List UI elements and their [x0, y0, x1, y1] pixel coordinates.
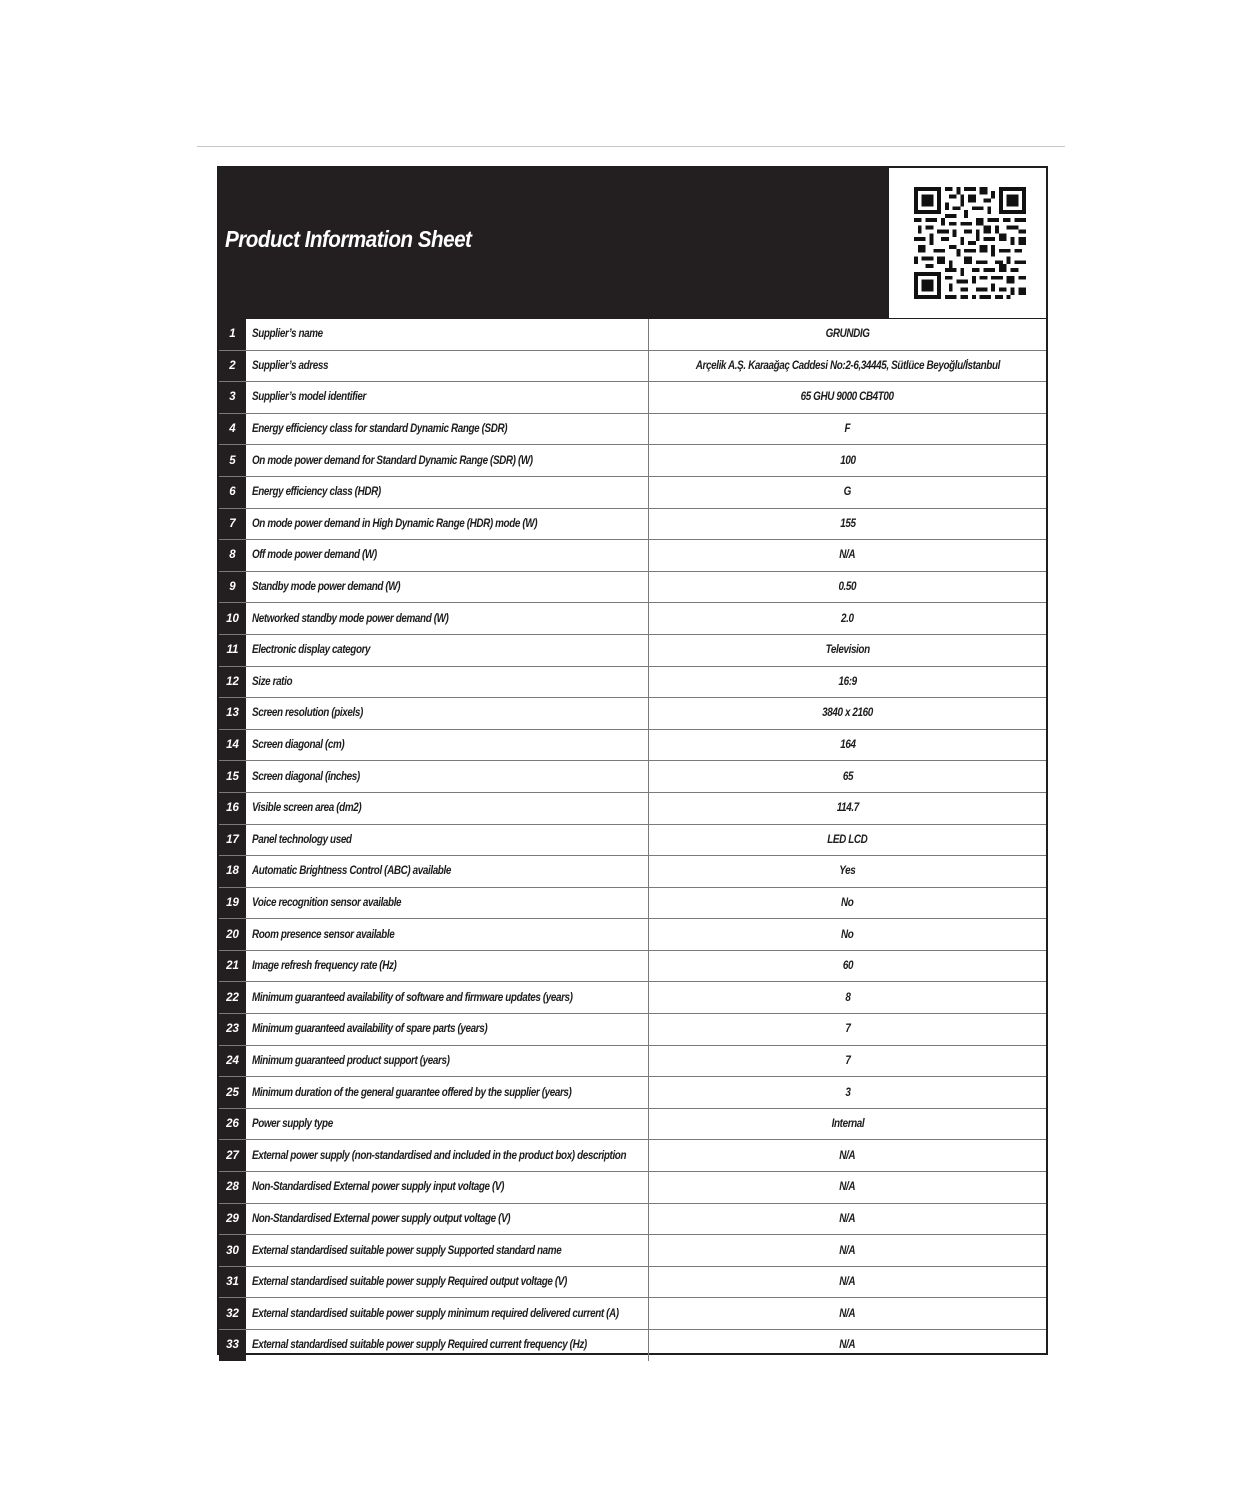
- row-value: 2.0: [841, 612, 854, 625]
- row-value-cell: [649, 445, 1046, 476]
- row-label: On mode power demand in High Dynamic Range (HDR) mode (W): [252, 517, 538, 530]
- row-value: 7: [844, 1023, 851, 1036]
- row-value: 114.7: [836, 802, 859, 815]
- row-value: G: [843, 486, 852, 499]
- row-value: N/A: [839, 1244, 856, 1257]
- row-value: LED LCD: [827, 833, 868, 846]
- row-label-cell: [252, 1172, 647, 1203]
- row-label: Minimum guaranteed availability of spare parts (years): [252, 1023, 488, 1036]
- row-label: Supplier’s model identifier: [252, 391, 366, 404]
- row-label-cell: [252, 1330, 647, 1361]
- table-row: [219, 697, 1046, 729]
- row-label: Minimum guaranteed availability of software and firmware updates (years): [252, 991, 573, 1004]
- row-value-cell: [649, 698, 1046, 729]
- table-row: [219, 1234, 1046, 1266]
- table-row: [219, 1108, 1046, 1140]
- info-table: [219, 318, 1046, 1361]
- row-value-cell: [649, 1298, 1046, 1329]
- row-value-cell: [649, 1235, 1046, 1266]
- row-number: 2: [219, 351, 246, 382]
- row-label-cell: [252, 1298, 647, 1329]
- row-number: 16: [219, 793, 246, 824]
- row-label-cell: [252, 477, 647, 508]
- row-number: 30: [219, 1235, 246, 1266]
- sheet-title: Product Information Sheet: [225, 226, 472, 252]
- row-label-cell: [252, 825, 647, 856]
- sheet-header: [219, 168, 1046, 318]
- row-label-cell: [252, 603, 647, 634]
- row-number: 23: [219, 1014, 246, 1045]
- row-label-cell: [252, 351, 647, 382]
- row-number: 7: [219, 509, 246, 540]
- table-row: [219, 729, 1046, 761]
- table-row: [219, 666, 1046, 698]
- row-number: 24: [219, 1046, 246, 1077]
- row-value-cell: [649, 793, 1046, 824]
- table-row: [219, 318, 1046, 350]
- row-value: Yes: [839, 865, 856, 878]
- row-label: Minimum guaranteed product support (years): [252, 1054, 450, 1067]
- row-label-cell: [252, 1109, 647, 1140]
- row-value: Internal: [831, 1118, 864, 1131]
- row-value-cell: [649, 603, 1046, 634]
- row-label-cell: [252, 951, 647, 982]
- row-label-cell: [252, 667, 647, 698]
- table-row: [219, 539, 1046, 571]
- table-row: [219, 413, 1046, 445]
- row-label-cell: [252, 1077, 647, 1108]
- row-number: 3: [219, 382, 246, 413]
- row-value: N/A: [839, 1181, 856, 1194]
- row-label-cell: [252, 1014, 647, 1045]
- row-label-cell: [252, 761, 647, 792]
- row-label: Room presence sensor available: [252, 928, 395, 941]
- table-row: [219, 1297, 1046, 1329]
- row-value-cell: [649, 919, 1046, 950]
- row-value-cell: [649, 1014, 1046, 1045]
- product-information-sheet: [217, 166, 1048, 1355]
- row-value: N/A: [839, 1339, 856, 1352]
- row-label-cell: [252, 1235, 647, 1266]
- row-value: N/A: [839, 549, 856, 562]
- row-value-cell: [649, 635, 1046, 666]
- row-label: Energy efficiency class (HDR): [252, 486, 381, 499]
- table-row: [219, 792, 1046, 824]
- row-label: External power supply (non-standardised and included in the product box) description: [252, 1149, 627, 1162]
- row-number: 27: [219, 1140, 246, 1171]
- qr-code-icon: [913, 187, 1027, 299]
- table-row: [219, 1139, 1046, 1171]
- row-label-cell: [252, 1140, 647, 1171]
- row-label: Automatic Brightness Control (ABC) available: [252, 865, 451, 878]
- row-label: External standardised suitable power supply Required output voltage (V): [252, 1276, 567, 1289]
- row-value-cell: [649, 1267, 1046, 1298]
- row-label: On mode power demand for Standard Dynamic Range (SDR) (W): [252, 454, 533, 467]
- row-label: Standby mode power demand (W): [252, 581, 401, 594]
- table-row: [219, 981, 1046, 1013]
- row-label-cell: [252, 509, 647, 540]
- row-number: 32: [219, 1298, 246, 1329]
- row-value-cell: [649, 825, 1046, 856]
- row-label-cell: [252, 919, 647, 950]
- row-number: 17: [219, 825, 246, 856]
- table-row: [219, 1203, 1046, 1235]
- row-value-cell: [649, 1172, 1046, 1203]
- row-label: Supplier’s name: [252, 328, 323, 341]
- row-number: 8: [219, 540, 246, 571]
- row-value: 65: [842, 770, 853, 783]
- table-row: [219, 1045, 1046, 1077]
- row-value: 164: [839, 739, 856, 752]
- table-row: [219, 602, 1046, 634]
- row-number: 19: [219, 888, 246, 919]
- row-value-cell: [649, 319, 1046, 350]
- row-label: Screen diagonal (cm): [252, 739, 345, 752]
- row-label-cell: [252, 730, 647, 761]
- row-value: No: [841, 928, 854, 941]
- row-number: 10: [219, 603, 246, 634]
- row-label-cell: [252, 793, 647, 824]
- row-value: GRUNDIG: [825, 328, 870, 341]
- row-value: N/A: [839, 1149, 856, 1162]
- table-row: [219, 1329, 1046, 1361]
- table-row: [219, 1076, 1046, 1108]
- table-row: [219, 824, 1046, 856]
- row-value: 0.50: [838, 581, 857, 594]
- row-label: Visible screen area (dm2): [252, 802, 362, 815]
- row-value: N/A: [839, 1276, 856, 1289]
- row-value-cell: [649, 1140, 1046, 1171]
- row-value-cell: [649, 414, 1046, 445]
- row-value-cell: [649, 888, 1046, 919]
- row-label-cell: [252, 698, 647, 729]
- row-value: 3: [844, 1086, 851, 1099]
- table-row: [219, 476, 1046, 508]
- row-value: 7: [844, 1054, 851, 1067]
- row-value: 60: [842, 960, 853, 973]
- row-number: 13: [219, 698, 246, 729]
- row-value: 3840 x 2160: [822, 707, 873, 720]
- row-number: 4: [219, 414, 246, 445]
- row-value-cell: [649, 1046, 1046, 1077]
- row-number: 14: [219, 730, 246, 761]
- row-value-cell: [649, 982, 1046, 1013]
- row-label-cell: [252, 982, 647, 1013]
- row-label: External standardised suitable power supply Required current frequency (Hz): [252, 1339, 587, 1352]
- row-label: Minimum duration of the general guarantee offered by the supplier (years): [252, 1086, 572, 1099]
- row-number: 31: [219, 1267, 246, 1298]
- row-value-cell: [649, 1330, 1046, 1361]
- row-label-cell: [252, 856, 647, 887]
- row-value: Arçelik A.Ş. Karaağaç Caddesi No:2-6,34445, Sütlüce Beyoğlu/İstanbul: [695, 359, 1000, 372]
- row-label: Voice recognition sensor available: [252, 896, 402, 909]
- table-row: [219, 1266, 1046, 1298]
- row-value: 8: [844, 991, 851, 1004]
- top-rule: [197, 146, 1065, 147]
- table-row: [219, 444, 1046, 476]
- row-value: N/A: [839, 1212, 856, 1225]
- table-row: [219, 508, 1046, 540]
- row-value-cell: [649, 730, 1046, 761]
- row-number: 28: [219, 1172, 246, 1203]
- table-row: [219, 634, 1046, 666]
- row-label-cell: [252, 1267, 647, 1298]
- row-value-cell: [649, 509, 1046, 540]
- row-number: 18: [219, 856, 246, 887]
- row-number: 21: [219, 951, 246, 982]
- row-label: Panel technology used: [252, 833, 352, 846]
- row-label-cell: [252, 540, 647, 571]
- row-number: 5: [219, 445, 246, 476]
- row-number: 22: [219, 982, 246, 1013]
- row-label: External standardised suitable power supply minimum required delivered current (A): [252, 1307, 619, 1320]
- row-label-cell: [252, 445, 647, 476]
- row-value: 65 GHU 9000 CB4T00: [800, 391, 895, 404]
- row-number: 11: [219, 635, 246, 666]
- row-number: 6: [219, 477, 246, 508]
- row-value: No: [841, 896, 854, 909]
- row-number: 12: [219, 667, 246, 698]
- row-label: Power supply type: [252, 1118, 333, 1131]
- row-label: Off mode power demand (W): [252, 549, 377, 562]
- row-value: F: [844, 423, 851, 436]
- row-number: 9: [219, 572, 246, 603]
- row-label-cell: [252, 382, 647, 413]
- row-value: 155: [839, 517, 856, 530]
- row-label-cell: [252, 414, 647, 445]
- table-row: [219, 381, 1046, 413]
- row-label: External standardised suitable power supply Supported standard name: [252, 1244, 562, 1257]
- row-value-cell: [649, 351, 1046, 382]
- row-value-cell: [649, 761, 1046, 792]
- row-label: Non-Standardised External power supply output voltage (V): [252, 1212, 511, 1225]
- table-row: [219, 1171, 1046, 1203]
- row-label-cell: [252, 888, 647, 919]
- qr-code-box: [887, 168, 1046, 318]
- table-row: [219, 855, 1046, 887]
- row-value-cell: [649, 1109, 1046, 1140]
- row-number: 1: [219, 319, 246, 350]
- row-label: Energy efficiency class for standard Dynamic Range (SDR): [252, 423, 508, 436]
- table-row: [219, 887, 1046, 919]
- table-row: [219, 350, 1046, 382]
- row-label: Networked standby mode power demand (W): [252, 612, 449, 625]
- row-value-cell: [649, 572, 1046, 603]
- row-label: Non-Standardised External power supply input voltage (V): [252, 1181, 504, 1194]
- row-value: Television: [825, 644, 870, 657]
- table-row: [219, 1013, 1046, 1045]
- row-value: 16:9: [838, 675, 857, 688]
- row-number: 25: [219, 1077, 246, 1108]
- row-value-cell: [649, 540, 1046, 571]
- row-label: Image refresh frequency rate (Hz): [252, 960, 397, 973]
- row-label: Size ratio: [252, 675, 293, 688]
- row-label: Screen resolution (pixels): [252, 707, 363, 720]
- row-number: 26: [219, 1109, 246, 1140]
- row-value: N/A: [839, 1307, 856, 1320]
- row-label-cell: [252, 319, 647, 350]
- row-value: 100: [839, 454, 856, 467]
- row-label: Screen diagonal (inches): [252, 770, 360, 783]
- row-number: 20: [219, 919, 246, 950]
- table-row: [219, 760, 1046, 792]
- table-row: [219, 950, 1046, 982]
- row-number: 15: [219, 761, 246, 792]
- row-value-cell: [649, 1077, 1046, 1108]
- row-value-cell: [649, 477, 1046, 508]
- row-value-cell: [649, 667, 1046, 698]
- table-row: [219, 571, 1046, 603]
- row-value-cell: [649, 951, 1046, 982]
- row-value-cell: [649, 1204, 1046, 1235]
- row-label-cell: [252, 1204, 647, 1235]
- row-label-cell: [252, 635, 647, 666]
- row-label: Supplier’s adress: [252, 359, 329, 372]
- row-number: 33: [219, 1330, 246, 1361]
- table-row: [219, 918, 1046, 950]
- row-label-cell: [252, 572, 647, 603]
- row-label: Electronic display category: [252, 644, 371, 657]
- row-value-cell: [649, 856, 1046, 887]
- row-label-cell: [252, 1046, 647, 1077]
- row-number: 29: [219, 1204, 246, 1235]
- row-value-cell: [649, 382, 1046, 413]
